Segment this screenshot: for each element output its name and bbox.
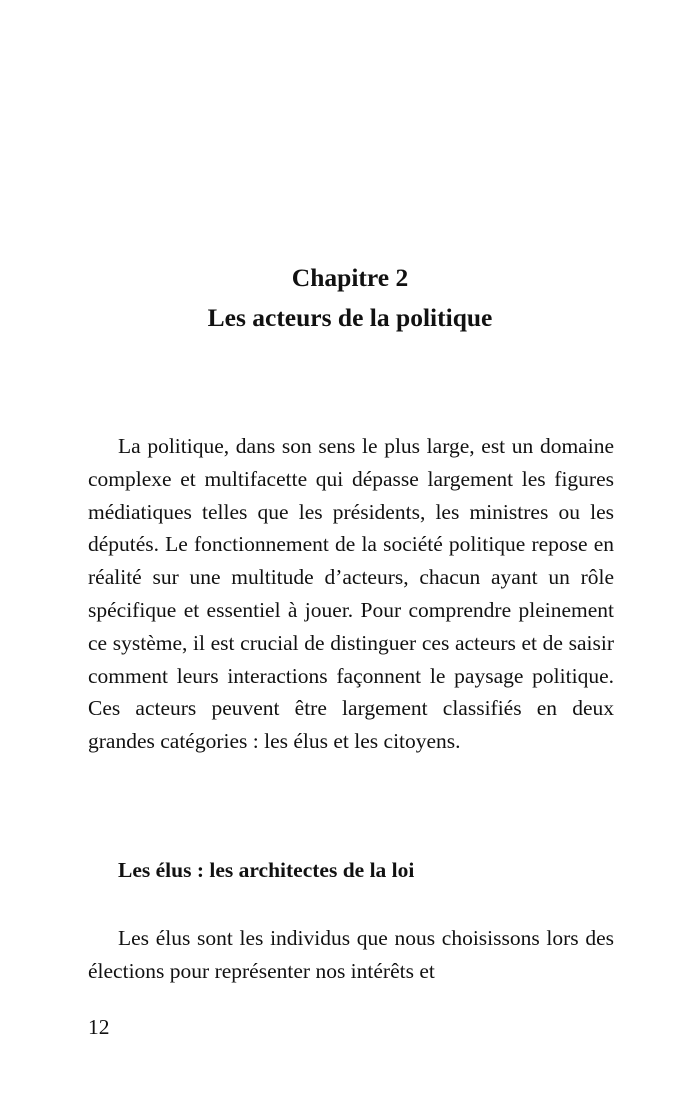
page-number: 12 xyxy=(88,1015,110,1039)
chapter-title: Les acteurs de la politique xyxy=(207,303,493,332)
body-paragraph-intro: La politique, dans son sens le plus large, est un domaine complexe et multifacette qui dépasse largement les figures médiatiques telles que les présidents, les ministres ou les députés. Le fonctionnement de la société politique repose en réalité sur une multitude d’acteurs, chacun ayant un rôle spécifique et essentiel à jouer. Pour comprendre pleinement ce système, il est crucial de distinguer ces acteurs et de saisir comment leurs interactions façonnent le paysage politique. Ces acteurs peuvent être largement classifiés en deux grandes catégories : les élus et les citoyens. xyxy=(88,434,614,754)
chapter-number: Chapitre 2 xyxy=(291,263,409,292)
chapter-heading xyxy=(0,258,700,338)
section-heading: Les élus : les architectes de la loi xyxy=(118,858,415,882)
body-paragraph-elus: Les élus sont les individus que nous choisissons lors des élections pour représenter nos intérêts et xyxy=(88,926,614,983)
